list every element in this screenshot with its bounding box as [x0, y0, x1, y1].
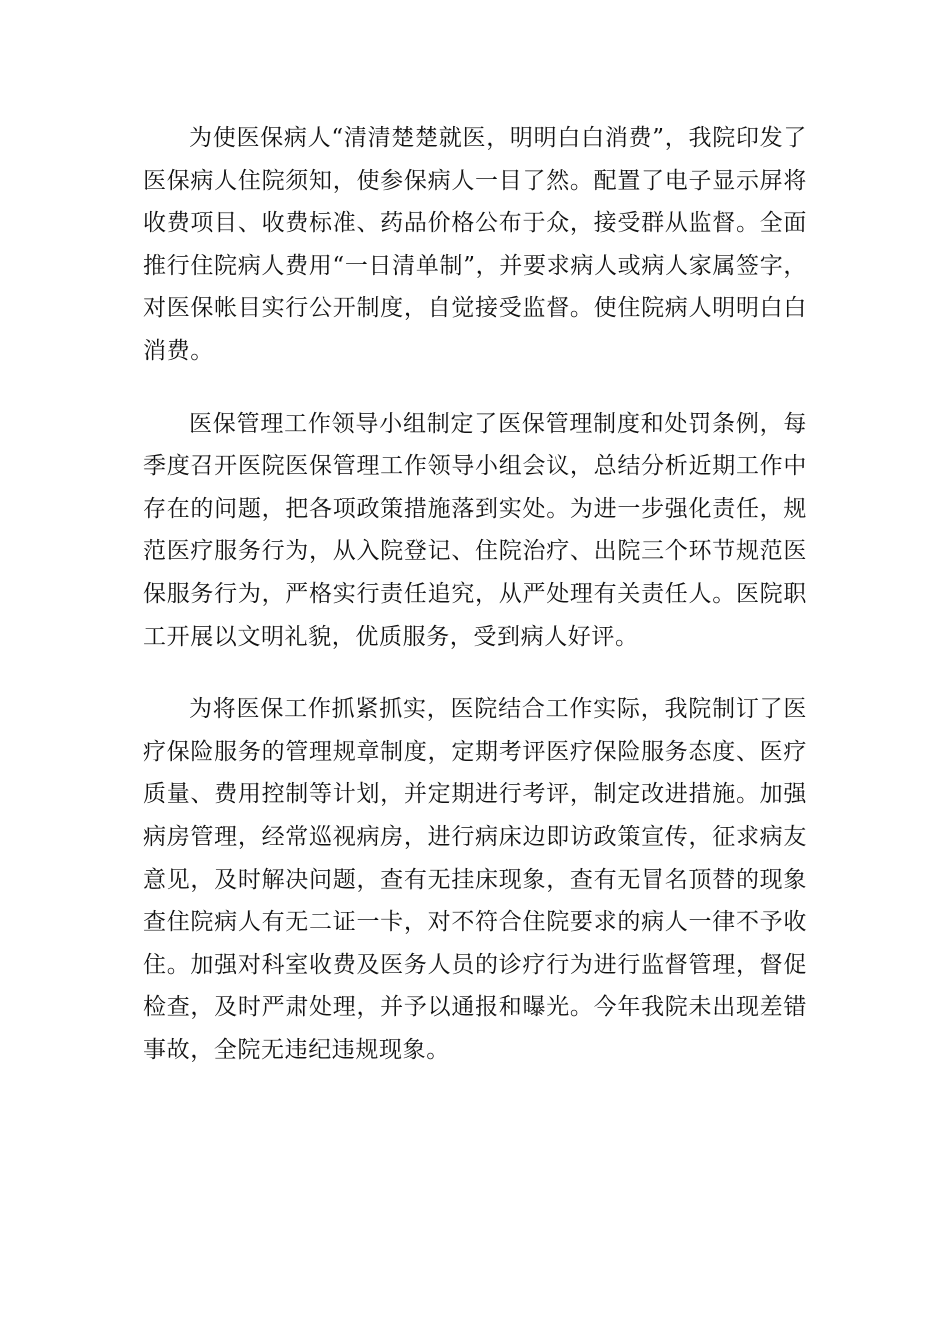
paragraph-3: 为将医保工作抓紧抓实，医院结合工作实际，我院制订了医疗保险服务的管理规章制度，定期考评医疗保险服务态度、医疗质量、费用控制等计划，并定期进行考评，制定改进措施。加强病房管理，经常巡视病房，进行病床边即访政策宣传，征求病友意见，及时解决问题，查有无挂床现象，查有无冒名顶替的现象查住院病人有无二证一卡，对不符合住院要求的病人一律不予收住。加强对科室收费及医务人员的诊疗行为进行监督管理，督促检查，及时严肃处理，并予以通报和曝光。今年我院未出现差错事故，全院无违纪违规现象。 — [143, 696, 807, 1063]
paragraph-1: 为使医保病人“清清楚楚就医，明明白白消费”，我院印发了医保病人住院须知，使参保病人一目了然。配置了电子显示屏将收费项目、收费标准、药品价格公布于众，接受群从监督。全面推行住院病人费用“一日清单制”，并要求病人或病人家属签字，对医保帐目实行公开制度，自觉接受监督。使住院病人明明白白消费。 — [143, 125, 807, 364]
paragraph-2: 医保管理工作领导小组制定了医保管理制度和处罚条例，每季度召开医院医保管理工作领导小组会议，总结分析近期工作中存在的问题，把各项政策措施落到实处。为进一步强化责任，规范医疗服务行为，从入院登记、住院治疗、出院三个环节规范医保服务行为，严格实行责任追究，从严处理有关责任人。医院职工开展以文明礼貌，优质服务，受到病人好评。 — [143, 410, 807, 650]
document-page — [143, 117, 807, 1101]
